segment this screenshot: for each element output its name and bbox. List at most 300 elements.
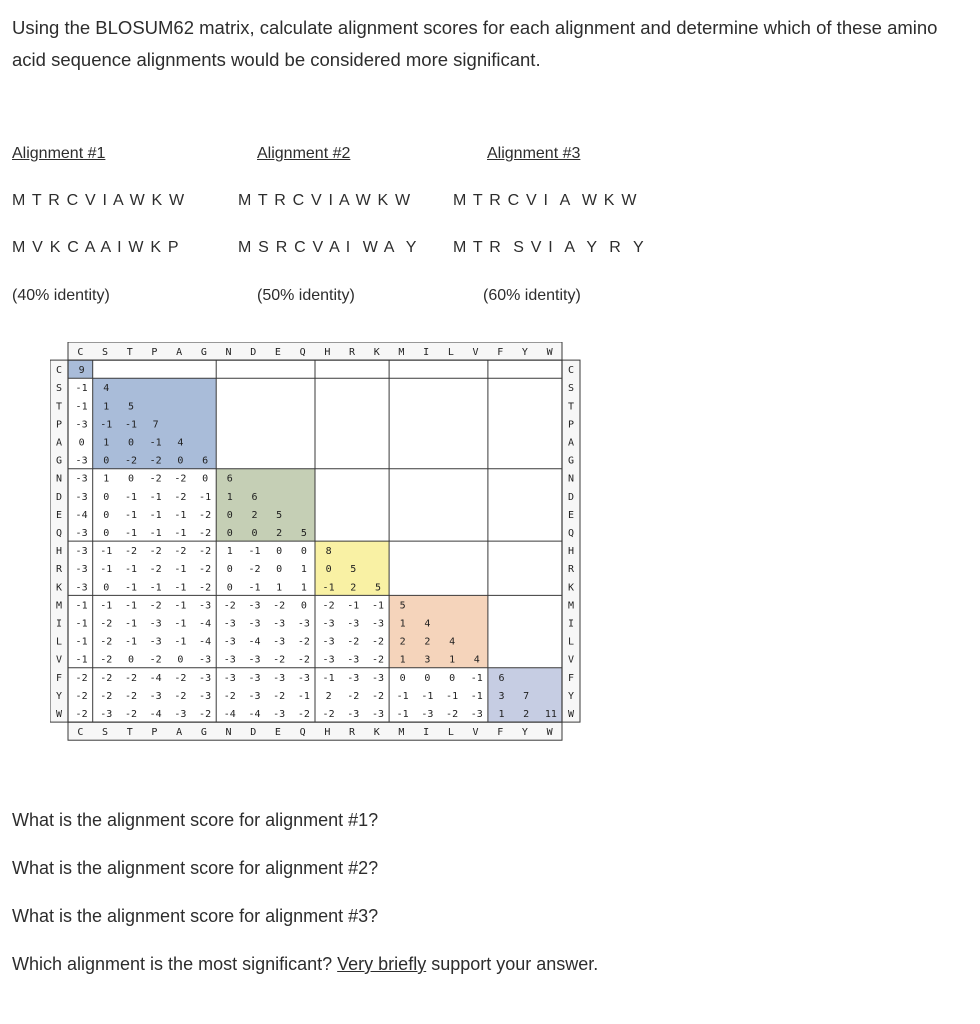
matrix-score-cell: -3 — [75, 473, 88, 485]
matrix-score-cell: 0 — [127, 437, 135, 449]
matrix-score-cell: -3 — [248, 654, 261, 666]
matrix-col-header: Q — [299, 347, 306, 359]
matrix-score-cell: -1 — [199, 491, 212, 503]
matrix-col-footer: Q — [299, 727, 306, 739]
matrix-score-cell: 11 — [544, 709, 557, 721]
question-1: What is the alignment score for alignment #1? — [12, 810, 379, 830]
matrix-score-cell: -3 — [149, 636, 162, 648]
matrix-score-cell: -3 — [322, 618, 335, 630]
matrix-row-header: L — [55, 636, 63, 648]
matrix-score-cell: -3 — [248, 618, 261, 630]
alignment-2-seq1: M T R C V I A W K W — [238, 192, 412, 209]
matrix-row-header-right: A — [567, 437, 575, 449]
matrix-score-cell: -1 — [124, 564, 138, 576]
matrix-score-cell: 9 — [78, 365, 85, 377]
matrix-col-footer: V — [472, 727, 479, 739]
matrix-row-header: M — [55, 600, 63, 612]
matrix-score-cell: -2 — [174, 672, 187, 684]
matrix-score-cell: -1 — [100, 600, 113, 612]
matrix-col-header: C — [77, 347, 84, 359]
alignment-1-title: Alignment #1 — [12, 145, 106, 162]
matrix-score-cell: -2 — [371, 636, 385, 648]
question-2: What is the alignment score for alignment #2? — [12, 858, 379, 878]
matrix-score-cell: 0 — [226, 509, 233, 521]
matrix-score-cell: 0 — [103, 509, 110, 521]
matrix-score-cell: 0 — [103, 491, 110, 503]
matrix-col-header: R — [349, 347, 356, 359]
matrix-score-cell: -2 — [149, 600, 162, 612]
matrix-score-cell: 2 — [251, 509, 258, 521]
matrix-score-cell: 0 — [103, 528, 110, 540]
matrix-row-header: W — [55, 709, 63, 721]
matrix-score-cell: -3 — [347, 654, 360, 666]
matrix-score-cell: 1 — [226, 546, 233, 558]
matrix-score-cell: -2 — [124, 455, 138, 467]
matrix-score-cell: -2 — [223, 690, 236, 702]
matrix-score-cell: -2 — [100, 654, 113, 666]
matrix-col-footer: F — [497, 727, 504, 739]
matrix-col-header: M — [398, 347, 405, 359]
matrix-score-cell: -1 — [124, 419, 138, 431]
matrix-score-cell: -3 — [149, 690, 162, 702]
matrix-score-cell: -1 — [174, 636, 187, 648]
matrix-score-cell: 3 — [498, 690, 505, 702]
question-4-prefix: Which alignment is the most significant? — [12, 954, 338, 974]
matrix-score-cell: 0 — [226, 564, 233, 576]
matrix-score-cell: 5 — [276, 509, 283, 521]
matrix-score-cell: -2 — [199, 564, 212, 576]
matrix-score-cell: -1 — [149, 582, 162, 594]
matrix-col-header: A — [176, 347, 183, 359]
matrix-score-cell: -2 — [446, 709, 459, 721]
matrix-col-header: K — [373, 347, 380, 359]
matrix-score-cell: 1 — [399, 618, 406, 630]
matrix-score-cell: -2 — [371, 690, 385, 702]
matrix-col-footer: L — [447, 727, 454, 739]
matrix-score-cell: -3 — [75, 528, 88, 540]
matrix-score-cell: 0 — [399, 672, 406, 684]
matrix-score-cell: -2 — [199, 709, 212, 721]
matrix-score-cell: -3 — [248, 690, 261, 702]
matrix-col-header: Y — [521, 347, 528, 359]
matrix-score-cell: -1 — [174, 509, 187, 521]
matrix-col-footer: H — [324, 727, 331, 739]
question-4-emphasis: Very briefly — [337, 954, 427, 974]
matrix-score-cell: 1 — [300, 564, 307, 576]
matrix-score-cell: -1 — [149, 509, 162, 521]
matrix-row-header-right: Y — [567, 690, 575, 702]
matrix-score-cell: -3 — [223, 654, 236, 666]
matrix-score-cell: -3 — [371, 672, 385, 684]
matrix-score-cell: 5 — [127, 401, 135, 413]
matrix-score-cell: -2 — [297, 654, 310, 666]
matrix-score-cell: 0 — [127, 473, 135, 485]
matrix-score-cell: 7 — [152, 419, 159, 431]
matrix-score-cell: -2 — [273, 654, 286, 666]
matrix-score-cell: 0 — [226, 582, 233, 594]
matrix-score-cell: -1 — [75, 618, 88, 630]
matrix-score-cell: -2 — [174, 473, 187, 485]
matrix-score-cell: -2 — [149, 546, 162, 558]
matrix-score-cell: -4 — [199, 636, 212, 648]
matrix-row-header-right: W — [567, 709, 575, 721]
matrix-bottom-header — [68, 722, 562, 740]
matrix-score-cell: -2 — [199, 546, 212, 558]
matrix-col-header: V — [472, 347, 479, 359]
matrix-score-cell: -1 — [75, 636, 88, 648]
matrix-score-cell: -2 — [75, 690, 88, 702]
matrix-score-cell: -3 — [199, 690, 212, 702]
alignment-2-title: Alignment #2 — [257, 145, 351, 162]
matrix-score-cell: -1 — [371, 600, 385, 612]
matrix-col-footer: I — [423, 727, 430, 739]
matrix-score-cell: -2 — [297, 709, 310, 721]
matrix-score-cell: 2 — [350, 582, 357, 594]
matrix-score-cell: -1 — [174, 618, 187, 630]
matrix-col-footer: G — [200, 727, 207, 739]
matrix-score-cell: -4 — [75, 509, 88, 521]
matrix-score-cell: 4 — [177, 437, 184, 449]
matrix-score-cell: -3 — [223, 636, 236, 648]
matrix-score-cell: 0 — [103, 582, 110, 594]
matrix-score-cell: -2 — [149, 455, 162, 467]
matrix-score-cell: -1 — [124, 636, 138, 648]
matrix-row-header: Q — [55, 528, 63, 540]
matrix-col-header: F — [497, 347, 504, 359]
matrix-score-cell: -3 — [149, 618, 162, 630]
matrix-col-footer: M — [398, 727, 405, 739]
matrix-score-cell: 0 — [276, 546, 283, 558]
matrix-score-cell: -2 — [371, 654, 385, 666]
matrix-col-header: S — [102, 347, 109, 359]
matrix-row-header-right: K — [567, 582, 575, 594]
matrix-score-cell: 6 — [226, 473, 233, 485]
matrix-score-cell: -2 — [273, 600, 286, 612]
matrix-score-cell: -2 — [100, 672, 113, 684]
matrix-score-cell: -2 — [75, 709, 88, 721]
matrix-score-cell: 1 — [226, 491, 233, 503]
matrix-score-cell: -3 — [75, 564, 88, 576]
matrix-score-cell: 2 — [276, 528, 283, 540]
matrix-row-header: V — [55, 654, 63, 666]
matrix-score-cell: -4 — [199, 618, 212, 630]
matrix-score-cell: -2 — [149, 654, 162, 666]
matrix-score-cell: 6 — [202, 455, 209, 467]
matrix-score-cell: -4 — [149, 709, 162, 721]
matrix-col-header: I — [423, 347, 430, 359]
matrix-score-cell: 0 — [177, 654, 184, 666]
matrix-score-cell: -2 — [347, 690, 360, 702]
matrix-score-cell: 4 — [424, 618, 431, 630]
blosum62-matrix-graphic — [50, 342, 590, 747]
matrix-score-cell: 0 — [226, 528, 233, 540]
matrix-score-cell: -3 — [199, 600, 212, 612]
matrix-row-header: A — [55, 437, 63, 449]
question-4-suffix: support your answer. — [426, 954, 599, 974]
matrix-row-header: G — [55, 455, 63, 467]
question-3: What is the alignment score for alignment #3? — [12, 906, 379, 926]
matrix-score-cell: -2 — [149, 564, 162, 576]
matrix-col-header: H — [324, 347, 331, 359]
matrix-row-header-right: N — [567, 473, 575, 485]
intro-text: Using the BLOSUM62 matrix, calculate alignment scores for each alignment and determine which of these amino acid sequence alignments would be considered more significant. — [12, 17, 938, 70]
matrix-score-cell: -3 — [322, 636, 335, 648]
matrix-row-header: R — [55, 564, 63, 576]
matrix-score-cell: 5 — [300, 528, 307, 540]
matrix-score-cell: -3 — [199, 654, 212, 666]
matrix-score-cell: -2 — [100, 690, 113, 702]
matrix-score-cell: -3 — [297, 618, 310, 630]
matrix-score-cell: 0 — [202, 473, 209, 485]
matrix-score-cell: -2 — [322, 600, 335, 612]
matrix-score-cell: 6 — [251, 491, 258, 503]
matrix-score-cell: -1 — [421, 690, 434, 702]
matrix-score-cell: -3 — [248, 672, 261, 684]
matrix-score-cell: -2 — [124, 672, 138, 684]
matrix-score-cell: -3 — [297, 672, 310, 684]
alignment-3-identity: (60% identity) — [483, 287, 581, 304]
matrix-score-cell: -3 — [273, 709, 286, 721]
matrix-row-header: H — [55, 546, 63, 558]
alignment-2-seq2: M S R C V A I W A Y — [238, 239, 418, 256]
matrix-score-cell: -2 — [322, 709, 335, 721]
matrix-score-cell: -1 — [248, 582, 261, 594]
matrix-score-cell: -1 — [75, 600, 88, 612]
matrix-score-cell: 1 — [103, 437, 110, 449]
matrix-score-cell: 8 — [325, 546, 332, 558]
matrix-score-cell: 2 — [399, 636, 406, 648]
matrix-row-header-right: Q — [567, 528, 575, 540]
matrix-score-cell: -3 — [75, 455, 88, 467]
matrix-score-cell: -1 — [100, 419, 113, 431]
matrix-row-header: Y — [55, 690, 63, 702]
alignment-3-seq1: M T R C V I A W K W — [453, 192, 638, 209]
matrix-score-cell: -3 — [75, 419, 88, 431]
matrix-row-header-right: T — [567, 401, 575, 413]
matrix-score-cell: -2 — [174, 690, 187, 702]
matrix-col-footer: D — [250, 727, 257, 739]
matrix-score-cell: -1 — [100, 546, 113, 558]
matrix-row-header-right: F — [567, 672, 575, 684]
matrix-score-cell: 0 — [449, 672, 456, 684]
matrix-score-cell: -3 — [470, 709, 483, 721]
matrix-score-cell: 2 — [424, 636, 431, 648]
matrix-score-cell: -3 — [273, 618, 286, 630]
matrix-score-cell: -3 — [347, 672, 360, 684]
matrix-score-cell: 0 — [276, 564, 283, 576]
matrix-score-cell: -1 — [75, 401, 88, 413]
matrix-score-cell: -3 — [223, 672, 236, 684]
matrix-row-header-right: D — [567, 491, 575, 503]
matrix-col-footer: R — [349, 727, 356, 739]
blosum62-matrix — [50, 342, 590, 752]
matrix-score-cell: -4 — [248, 709, 261, 721]
matrix-score-cell: -2 — [124, 546, 138, 558]
alignment-1-seq2: M V K C A A I W K P — [12, 239, 180, 256]
matrix-score-cell: -3 — [273, 636, 286, 648]
matrix-score-cell: 4 — [449, 636, 456, 648]
alignment-3-seq2: M T R S V I A Y R Y — [453, 239, 645, 256]
matrix-row-header: K — [55, 582, 63, 594]
matrix-right-header — [562, 360, 580, 722]
matrix-score-cell: -1 — [174, 564, 187, 576]
matrix-score-cell: -2 — [223, 600, 236, 612]
matrix-top-header — [68, 342, 562, 360]
matrix-col-header: P — [151, 347, 158, 359]
matrix-col-footer: C — [77, 727, 84, 739]
matrix-score-cell: -1 — [297, 690, 310, 702]
matrix-row-header-right: V — [567, 654, 575, 666]
matrix-score-cell: 6 — [498, 672, 505, 684]
alignment-3-title: Alignment #3 — [487, 145, 581, 162]
matrix-score-cell: -1 — [322, 582, 335, 594]
matrix-score-cell: -3 — [371, 709, 385, 721]
matrix-score-cell: -1 — [396, 709, 409, 721]
matrix-col-footer: T — [126, 727, 133, 739]
matrix-score-cell: 1 — [103, 401, 110, 413]
matrix-score-cell: -2 — [199, 582, 212, 594]
matrix-row-header-right: P — [567, 419, 575, 431]
matrix-score-cell: -1 — [149, 437, 162, 449]
matrix-row-header-right: I — [567, 618, 575, 630]
matrix-score-cell: -2 — [149, 473, 162, 485]
matrix-col-header: E — [274, 347, 281, 359]
matrix-score-cell: -3 — [223, 618, 236, 630]
matrix-col-header: L — [447, 347, 454, 359]
matrix-score-cell: -1 — [174, 528, 187, 540]
matrix-row-header: T — [55, 401, 63, 413]
matrix-score-cell: 5 — [350, 564, 357, 576]
matrix-row-header: I — [55, 618, 63, 630]
matrix-score-cell: -1 — [248, 546, 261, 558]
matrix-score-cell: -2 — [347, 636, 360, 648]
matrix-score-cell: -1 — [124, 509, 138, 521]
matrix-score-cell: -3 — [371, 618, 385, 630]
alignment-2-identity: (50% identity) — [257, 287, 355, 304]
matrix-score-cell: -1 — [470, 690, 483, 702]
matrix-score-cell: -2 — [100, 618, 113, 630]
matrix-score-cell: 1 — [276, 582, 283, 594]
matrix-score-cell: -3 — [75, 491, 88, 503]
matrix-row-header-right: R — [567, 564, 575, 576]
matrix-score-cell: -3 — [75, 582, 88, 594]
matrix-score-cell: -4 — [248, 636, 261, 648]
matrix-score-cell: -1 — [124, 600, 138, 612]
alignment-1-seq1: M T R C V I A W K W — [12, 192, 186, 209]
alignment-1-identity: (40% identity) — [12, 287, 110, 304]
matrix-col-header: W — [546, 347, 553, 359]
matrix-score-cell: 0 — [300, 546, 307, 558]
matrix-score-cell: -2 — [174, 491, 187, 503]
matrix-score-cell: -3 — [199, 672, 212, 684]
matrix-row-header-right: C — [567, 365, 575, 377]
matrix-score-cell: -3 — [75, 546, 88, 558]
matrix-score-cell: -3 — [347, 618, 360, 630]
matrix-score-cell: 5 — [399, 600, 406, 612]
matrix-score-cell: -1 — [75, 654, 88, 666]
matrix-score-cell: -2 — [199, 528, 212, 540]
matrix-score-cell: -2 — [174, 546, 187, 558]
matrix-row-header-right: S — [567, 383, 575, 395]
matrix-col-header: T — [126, 347, 133, 359]
matrix-row-header-right: E — [567, 509, 575, 521]
matrix-score-cell: 0 — [300, 600, 307, 612]
matrix-score-cell: -3 — [347, 709, 360, 721]
matrix-score-cell: -2 — [297, 636, 310, 648]
matrix-score-cell: 0 — [103, 455, 110, 467]
matrix-row-header: E — [55, 509, 63, 521]
matrix-col-footer: Y — [521, 727, 528, 739]
matrix-score-cell: -1 — [124, 582, 138, 594]
matrix-score-cell: -1 — [322, 672, 335, 684]
matrix-score-cell: -4 — [223, 709, 236, 721]
matrix-score-cell: 1 — [449, 654, 456, 666]
matrix-score-cell: 0 — [177, 455, 184, 467]
matrix-score-cell: -2 — [248, 564, 261, 576]
matrix-row-header-right: G — [567, 455, 575, 467]
matrix-row-header: S — [55, 383, 63, 395]
matrix-row-header: N — [55, 473, 63, 485]
matrix-score-cell: -2 — [124, 709, 138, 721]
matrix-score-cell: -1 — [149, 491, 162, 503]
matrix-row-header: C — [55, 365, 63, 377]
matrix-score-cell: 1 — [399, 654, 406, 666]
matrix-score-cell: -2 — [124, 690, 138, 702]
matrix-score-cell: 2 — [523, 709, 530, 721]
matrix-score-cell: 4 — [473, 654, 480, 666]
matrix-score-cell: 7 — [523, 690, 530, 702]
matrix-score-cell: -1 — [75, 383, 88, 395]
matrix-row-header-right: H — [567, 546, 575, 558]
matrix-score-cell: 3 — [424, 654, 431, 666]
matrix-col-header: N — [225, 347, 232, 359]
matrix-score-cell: -2 — [100, 636, 113, 648]
matrix-score-cell: 0 — [251, 528, 258, 540]
matrix-score-cell: -3 — [421, 709, 434, 721]
matrix-score-cell: 4 — [103, 383, 110, 395]
matrix-row-header-right: M — [567, 600, 575, 612]
matrix-col-header: G — [200, 347, 207, 359]
matrix-col-footer: A — [176, 727, 183, 739]
matrix-col-footer: K — [373, 727, 380, 739]
matrix-score-cell: 1 — [103, 473, 110, 485]
matrix-score-cell: -3 — [248, 600, 261, 612]
matrix-score-cell: 0 — [127, 654, 135, 666]
matrix-score-cell: 0 — [424, 672, 431, 684]
matrix-row-header-right: L — [567, 636, 575, 648]
matrix-score-cell: 0 — [325, 564, 332, 576]
matrix-score-cell: -2 — [199, 509, 212, 521]
matrix-score-cell: -3 — [322, 654, 335, 666]
matrix-col-header: D — [250, 347, 257, 359]
matrix-score-cell: -4 — [149, 672, 162, 684]
matrix-score-cell: -1 — [124, 491, 138, 503]
matrix-score-cell: 1 — [498, 709, 505, 721]
matrix-row-header: P — [55, 419, 63, 431]
matrix-score-cell: -2 — [75, 672, 88, 684]
question-4 — [12, 954, 598, 975]
matrix-score-cell: 2 — [325, 690, 332, 702]
matrix-score-cell: -1 — [100, 564, 113, 576]
matrix-score-cell: 5 — [374, 582, 382, 594]
matrix-score-cell: -2 — [273, 690, 286, 702]
matrix-score-cell: -3 — [174, 709, 187, 721]
matrix-score-cell: -1 — [446, 690, 459, 702]
matrix-score-cell: -1 — [124, 618, 138, 630]
matrix-score-cell: 0 — [78, 437, 85, 449]
matrix-score-cell: -1 — [470, 672, 483, 684]
matrix-col-footer: P — [151, 727, 158, 739]
